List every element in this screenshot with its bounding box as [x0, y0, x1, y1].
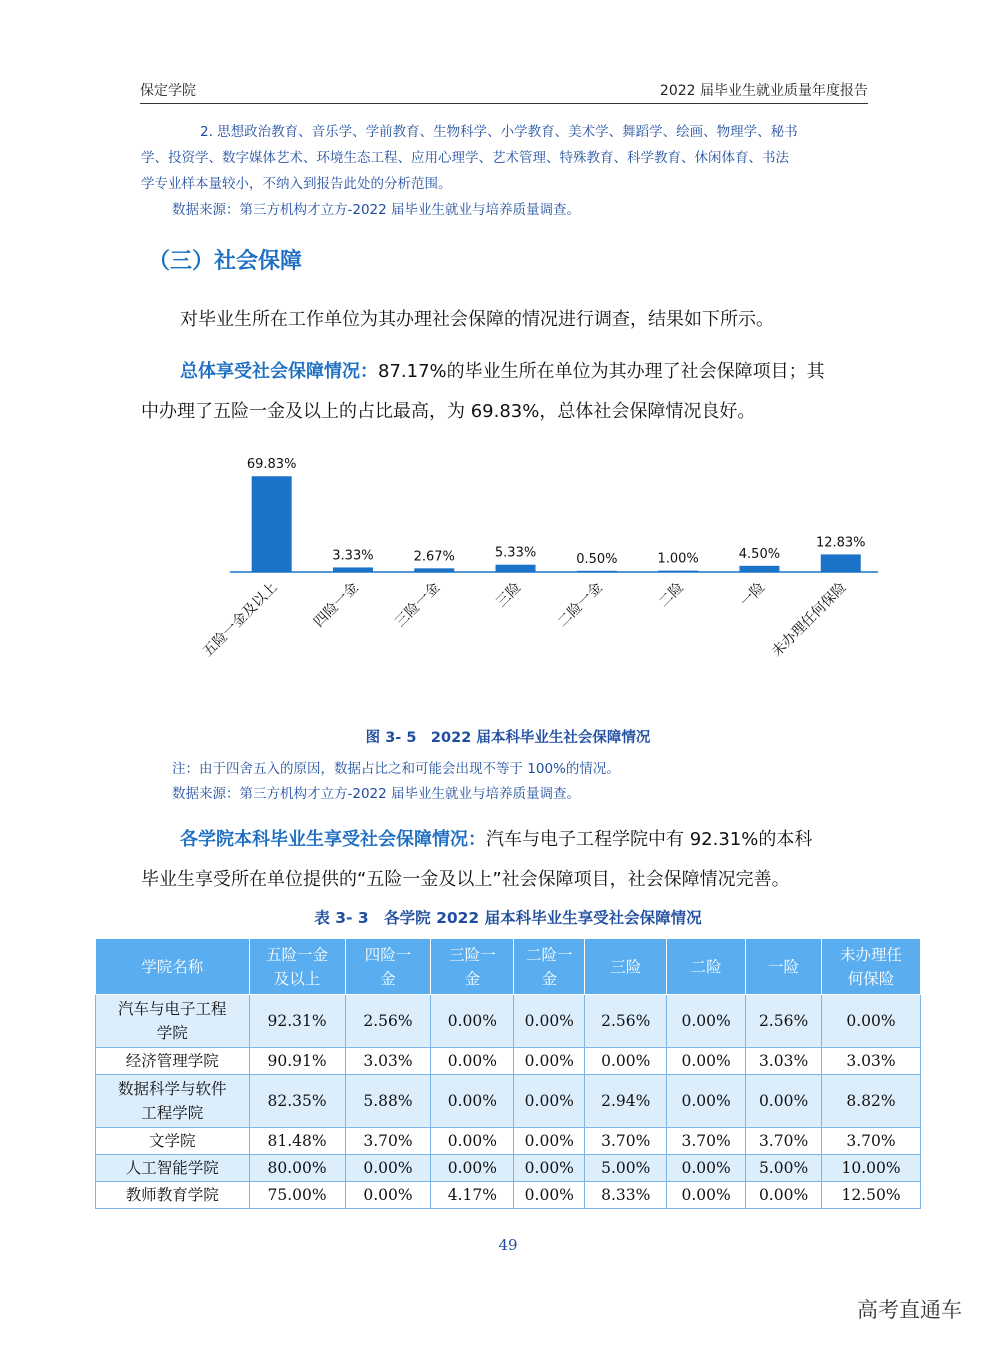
percentage-cell: 0.00%	[746, 1075, 822, 1128]
college-name-cell: 文学院	[96, 1128, 250, 1155]
percentage-cell: 80.00%	[249, 1155, 345, 1182]
percentage-cell: 3.03%	[746, 1048, 822, 1075]
table-header-cell: 一险	[746, 939, 822, 995]
percentage-cell: 0.00%	[345, 1182, 431, 1209]
percentage-cell: 0.00%	[667, 1182, 746, 1209]
college-name-cell: 汽车与电子工程 学院	[96, 995, 250, 1048]
bar-4	[496, 565, 536, 572]
table-header-cell: 二险一 金	[514, 939, 585, 995]
percentage-cell: 3.03%	[822, 1048, 921, 1075]
percentage-cell: 2.56%	[585, 995, 667, 1048]
header-report-title: 2022 届毕业生就业质量年度报告	[659, 83, 868, 99]
bar-value-label: 3.33%	[332, 548, 374, 564]
percentage-cell: 0.00%	[667, 995, 746, 1048]
figure-source: 数据来源：第三方机构才立方-2022 届毕业生就业与培养质量调查。	[172, 786, 581, 802]
percentage-cell: 0.00%	[431, 1048, 514, 1075]
category-label: 二险	[655, 579, 687, 611]
percentage-cell: 10.00%	[822, 1155, 921, 1182]
top-note-source: 数据来源：第三方机构才立方-2022 届毕业生就业与培养质量调查。	[172, 202, 581, 218]
bar-value-label: 1.00%	[657, 551, 699, 567]
percentage-cell: 12.50%	[822, 1182, 921, 1209]
table-header-cell: 四险一 金	[345, 939, 431, 995]
bar-value-label: 12.83%	[815, 535, 866, 551]
header-school-name: 保定学院	[140, 83, 196, 99]
percentage-cell: 0.00%	[514, 1075, 585, 1128]
table-row	[96, 1075, 921, 1128]
figure-caption: 图 3- 5 2022 届本科毕业生社会保障情况	[365, 730, 651, 746]
percentage-cell: 2.94%	[585, 1075, 667, 1128]
percentage-cell: 3.70%	[822, 1128, 921, 1155]
percentage-cell: 0.00%	[746, 1182, 822, 1209]
percentage-cell: 2.56%	[345, 995, 431, 1048]
percentage-cell: 0.00%	[514, 1182, 585, 1209]
percentage-cell: 5.00%	[746, 1155, 822, 1182]
percentage-cell: 0.00%	[514, 995, 585, 1048]
percentage-cell: 0.00%	[667, 1075, 746, 1128]
figure-note: 注：由于四舍五入的原因，数据占比之和可能会出现不等于 100%的情况。	[172, 761, 620, 777]
table-row	[96, 995, 921, 1048]
percentage-cell: 0.00%	[822, 995, 921, 1048]
intro-paragraph: 对毕业生所在工作单位为其办理社会保障的情况进行调查，结果如下所示。	[180, 309, 774, 330]
percentage-cell: 0.00%	[585, 1048, 667, 1075]
category-label: 三险	[493, 579, 525, 611]
table-header-cell: 五险一金 及以上	[249, 939, 345, 995]
category-label: 五险一金及以上	[199, 579, 281, 661]
college-name-cell: 教师教育学院	[96, 1182, 250, 1209]
college-keyword: 各学院本科毕业生享受社会保障情况：	[180, 829, 486, 850]
table-header-cell: 未办理任 何保险	[822, 939, 921, 995]
college-social-security-table	[95, 938, 921, 1209]
category-label: 二险一金	[554, 579, 606, 631]
percentage-cell: 4.17%	[431, 1182, 514, 1209]
bar-value-label: 4.50%	[738, 546, 781, 562]
college-line1-text: 汽车与电子工程学院中有 92.31%的本科	[486, 829, 813, 850]
percentage-cell: 81.48%	[249, 1128, 345, 1155]
category-label: 四险一金	[310, 579, 362, 631]
percentage-cell: 8.33%	[585, 1182, 667, 1209]
bar-value-label: 5.33%	[494, 545, 537, 561]
percentage-cell: 0.00%	[431, 1075, 514, 1128]
category-label: 未办理任何保险	[768, 579, 850, 661]
percentage-cell: 8.82%	[822, 1075, 921, 1128]
overall-paragraph-line2: 中办理了五险一金及以上的占比最高，为 69.83%，总体社会保障情况良好。	[141, 401, 756, 422]
percentage-cell: 3.70%	[667, 1128, 746, 1155]
percentage-cell: 2.56%	[746, 995, 822, 1048]
overall-keyword: 总体享受社会保障情况：	[180, 361, 378, 382]
percentage-cell: 0.00%	[514, 1048, 585, 1075]
header-divider	[140, 103, 868, 104]
bar-value-label: 0.50%	[576, 551, 618, 567]
percentage-cell: 75.00%	[249, 1182, 345, 1209]
bar-1	[252, 476, 292, 572]
table-header-cell: 二险	[667, 939, 746, 995]
college-paragraph-line1	[180, 820, 900, 860]
category-label: 三险一金	[392, 579, 444, 631]
percentage-cell: 92.31%	[249, 995, 345, 1048]
college-name-cell: 人工智能学院	[96, 1155, 250, 1182]
social-security-bar-chart	[0, 440, 992, 730]
percentage-cell: 0.00%	[514, 1128, 585, 1155]
bar-8	[821, 554, 861, 572]
percentage-cell: 5.88%	[345, 1075, 431, 1128]
top-note-line1: 2. 思想政治教育、音乐学、学前教育、生物科学、小学教育、美术学、舞蹈学、绘画、物理学、秘书	[200, 124, 798, 140]
bar-7	[739, 566, 779, 572]
percentage-cell: 0.00%	[667, 1155, 746, 1182]
section-title: （三）社会保障	[148, 249, 303, 274]
category-label: 一险	[737, 579, 769, 611]
percentage-cell: 0.00%	[431, 995, 514, 1048]
percentage-cell: 0.00%	[667, 1048, 746, 1075]
percentage-cell: 0.00%	[514, 1155, 585, 1182]
watermark-text: 高考直通车	[857, 1298, 962, 1322]
percentage-cell: 3.70%	[746, 1128, 822, 1155]
bar-value-label: 2.67%	[413, 549, 455, 565]
percentage-cell: 90.91%	[249, 1048, 345, 1075]
page-number: 49	[498, 1236, 518, 1254]
percentage-cell: 5.00%	[585, 1155, 667, 1182]
percentage-cell: 0.00%	[431, 1128, 514, 1155]
college-name-cell: 经济管理学院	[96, 1048, 250, 1075]
table-row	[96, 1155, 921, 1182]
top-note-line2: 学、投资学、数字媒体艺术、环境生态工程、应用心理学、艺术管理、特殊教育、科学教育、休闲体育、书法	[141, 150, 789, 166]
table-header-cell: 三险	[585, 939, 667, 995]
table-header-cell: 学院名称	[96, 939, 250, 995]
bar-value-label: 69.83%	[246, 457, 297, 473]
table-header-row	[96, 939, 921, 995]
percentage-cell: 0.00%	[345, 1155, 431, 1182]
top-note-line3: 学专业样本量较小，不纳入到报告此处的分析范围。	[141, 176, 452, 192]
college-name-cell: 数据科学与软件 工程学院	[96, 1075, 250, 1128]
college-paragraph-line2: 毕业生享受所在单位提供的“五险一金及以上”社会保障项目，社会保障情况完善。	[141, 869, 790, 890]
table-row	[96, 1128, 921, 1155]
table-row	[96, 1048, 921, 1075]
table-header-cell: 三险一 金	[431, 939, 514, 995]
overall-paragraph-line1	[180, 352, 900, 392]
percentage-cell: 3.70%	[585, 1128, 667, 1155]
percentage-cell: 0.00%	[431, 1155, 514, 1182]
overall-line1-text: 87.17%的毕业生所在单位为其办理了社会保障项目；其	[378, 361, 825, 382]
table-row	[96, 1182, 921, 1209]
percentage-cell: 3.70%	[345, 1128, 431, 1155]
percentage-cell: 3.03%	[345, 1048, 431, 1075]
table-caption: 表 3- 3 各学院 2022 届本科毕业生享受社会保障情况	[314, 909, 702, 927]
percentage-cell: 82.35%	[249, 1075, 345, 1128]
